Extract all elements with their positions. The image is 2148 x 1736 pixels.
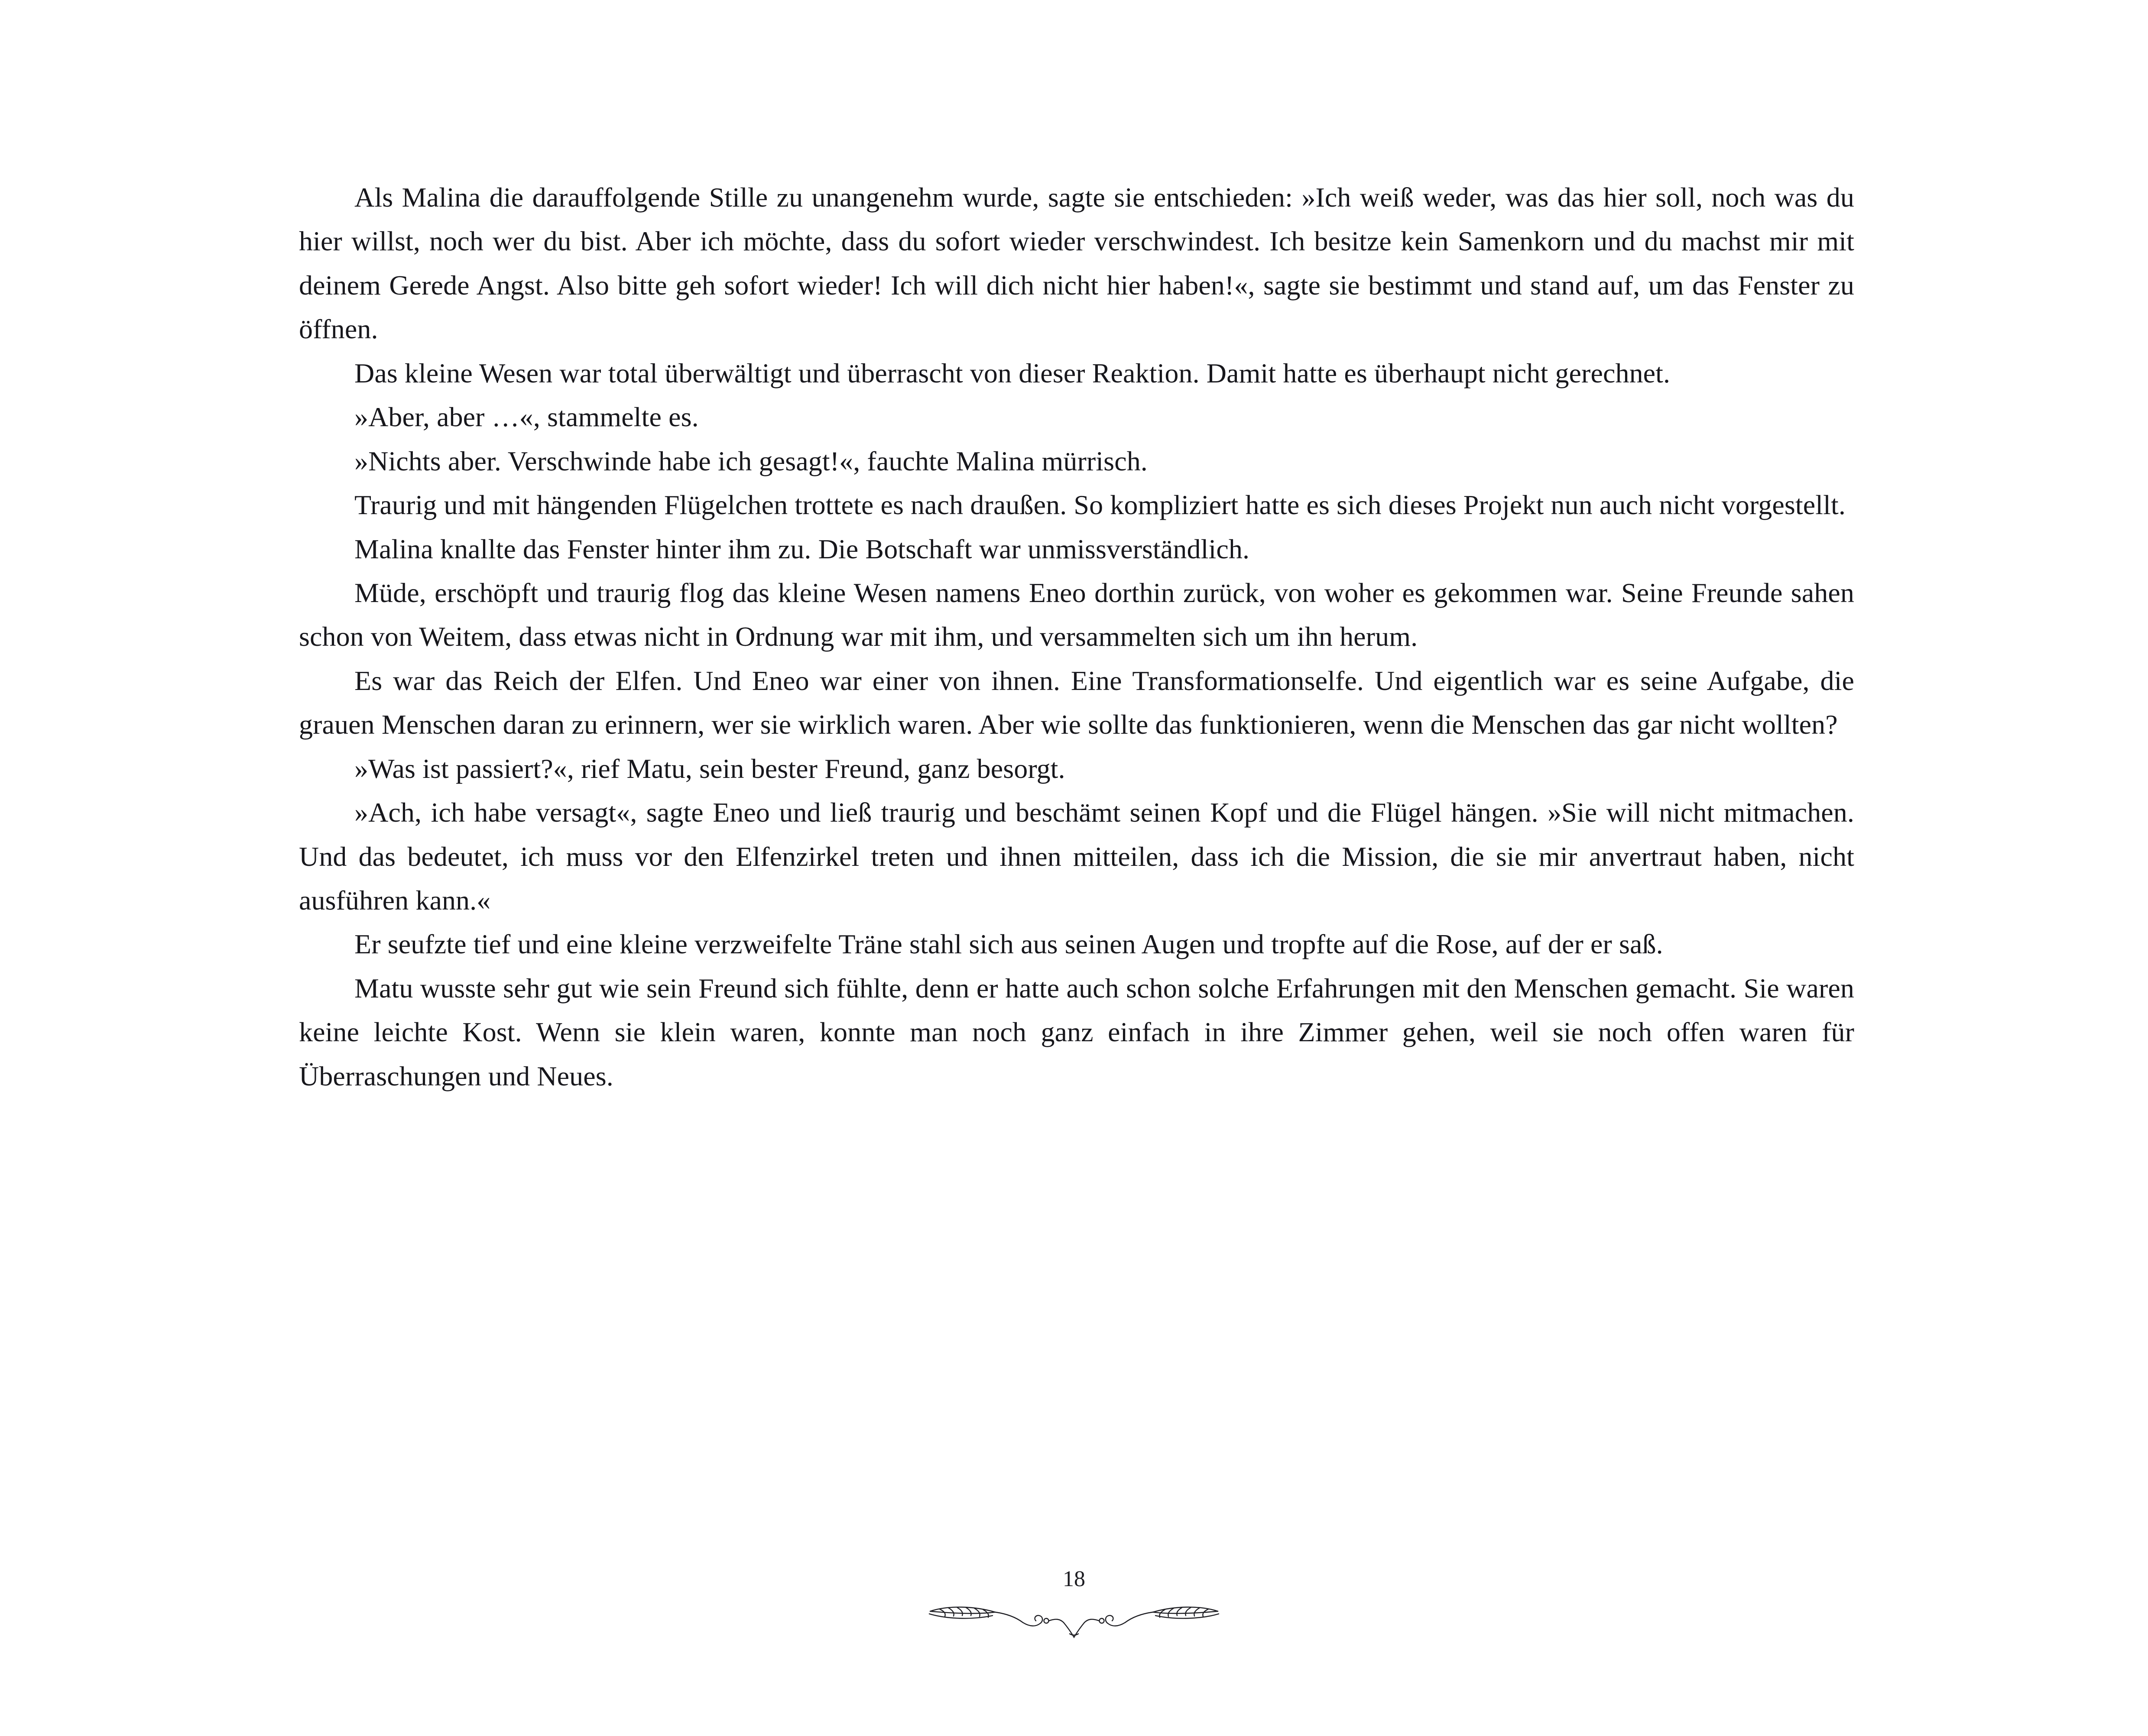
paragraph: Matu wusste sehr gut wie sein Freund sich fühlte, denn er hatte auch schon solche Erfahrungen mit den Menschen gemacht. Sie waren keine leichte Kost. Wenn sie klein waren, konnte man noch ganz einfach in ihre Zimmer gehen, weil sie noch offen waren für Überraschungen und Neues.	[299, 972, 1854, 1091]
paragraph: Malina knallte das Fenster hinter ihm zu. Die Botschaft war unmissverständlich.	[354, 533, 1250, 564]
paragraph: »Nichts aber. Verschwinde habe ich gesagt!«, fauchte Malina mürrisch.	[354, 445, 1148, 476]
paragraph: Traurig und mit hängenden Flügelchen trottete es nach draußen. So kompliziert hatte es sich dieses Projekt nun auch nicht vorgestellt.	[354, 489, 1846, 521]
leaf-flourish-ornament-icon	[922, 1592, 1226, 1644]
paragraph: Müde, erschöpft und traurig flog das kleine Wesen namens Eneo dorthin zurück, von woher es gekommen war. Seine Freunde sahen schon von Weitem, dass etwas nicht in Ordnung war mit ihm, und versammelten sich um ihn herum.	[299, 577, 1854, 652]
paragraph: »Ach, ich habe versagt«, sagte Eneo und ließ traurig und beschämt seinen Kopf und die Flügel hängen. »Sie will nicht mitmachen. Und das bedeutet, ich muss vor den Elfenzirkel treten und ihnen mitteilen, dass ich die Mission, die sie mir anvertraut haben, nicht ausführen kann.«	[299, 797, 1854, 916]
paragraph: Das kleine Wesen war total überwältigt und überrascht von dieser Reaktion. Damit hatte es überhaupt nicht gerechnet.	[354, 357, 1671, 389]
paragraph: »Aber, aber …«, stammelte es.	[354, 402, 699, 433]
paragraph: »Was ist passiert?«, rief Matu, sein bester Freund, ganz besorgt.	[354, 753, 1065, 784]
paragraph: Als Malina die darauffolgende Stille zu unangenehm wurde, sagte sie entschieden: »Ich weiß weder, was das hier soll, noch was du hier willst, noch wer du bist. Aber ich möchte, dass du sofort wieder verschwindest. Ich besitze kein Samenkorn und du machst mir mit deinem Gerede Angst. Also bitte geh sofort wieder! Ich will dich nicht hier haben!«, sagte sie bestimmt und stand auf, um das Fenster zu öffnen.	[299, 182, 1854, 345]
page-footer	[0, 1568, 2148, 1644]
paragraph: Es war das Reich der Elfen. Und Eneo war einer von ihnen. Eine Transformationselfe. Und eigentlich war es seine Aufgabe, die grauen Menschen daran zu erinnern, wer sie wirklich waren. Aber wie sollte das funktionieren, wenn die Menschen das gar nicht wollten?	[299, 665, 1854, 740]
page-body-text	[299, 175, 1854, 1098]
page-number: 18	[1063, 1567, 1085, 1591]
paragraph: Er seufzte tief und eine kleine verzweifelte Träne stahl sich aus seinen Augen und tropfte auf die Rose, auf der er saß.	[354, 929, 1663, 960]
